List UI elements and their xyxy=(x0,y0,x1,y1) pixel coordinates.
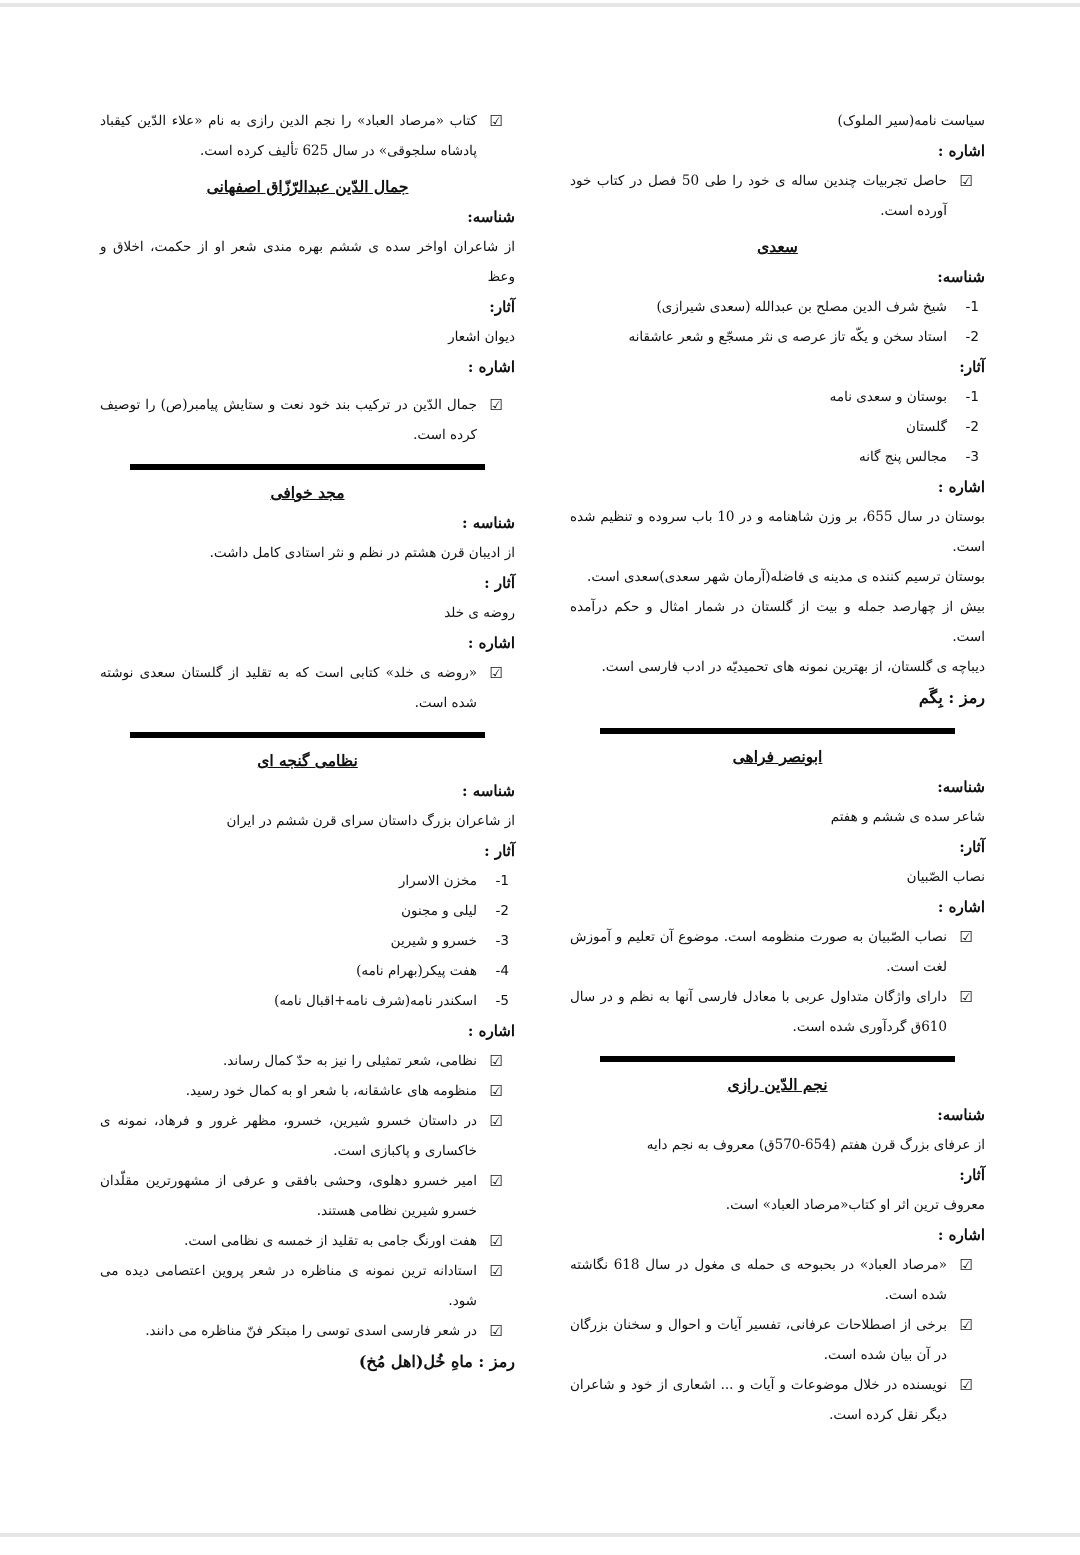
shenase-text: از عرفای بزرگ قرن هفتم (654-570ق) معروف به نجم دایه xyxy=(646,1137,985,1153)
checklist-item xyxy=(570,1310,985,1370)
checklist-text: در شعر فارسی اسدی توسی را مبتکر فنّ مناظره می دانند. xyxy=(145,1323,477,1339)
left-column xyxy=(100,106,515,1378)
note-line: بوستان ترسیم کننده ی مدینه ی فاضله(آرمان شهر سعدی)سعدی است. xyxy=(587,569,985,585)
checkbox-checked-icon: ☑ xyxy=(489,1082,503,1100)
shenase-label: شناسه: xyxy=(937,1106,985,1124)
item-number: 2- xyxy=(965,329,979,345)
checklist-text: استادانه ترین نمونه ی مناظره در شعر پروین اعتصامی دیده می شود. xyxy=(100,1263,477,1309)
numbered-item xyxy=(100,956,515,986)
numbered-text: بوستان و سعدی نامه xyxy=(829,389,947,405)
checklist xyxy=(100,106,515,166)
checklist-text: نویسنده در خلال موضوعات و آیات و ... اشعاری از خود و شاعران دیگر نقل کرده است. xyxy=(570,1377,947,1423)
checklist xyxy=(100,658,515,718)
checklist-text: برخی از اصطلاحات عرفانی، تفسیر آیات و احوال و سخنان بزرگان در آن بیان شده است. xyxy=(570,1317,947,1363)
checklist-text: نصاب الصّبیان به صورت منظومه است. موضوع آن تعلیم و آموزش لغت است. xyxy=(570,929,947,975)
checkbox-checked-icon: ☑ xyxy=(489,1112,503,1130)
shenase-text: از شاعران اواخر سده ی ششم بهره مندی شعر او از حکمت، اخلاق و وعظ xyxy=(100,239,515,285)
shenase-text: شاعر سده ی ششم و هفتم xyxy=(830,809,985,825)
numbered-text: شیخ شرف الدین مصلح بن عبدالله (سعدی شیرازی) xyxy=(656,299,947,315)
asar-text: معروف ترین اثر او کتاب«مرصاد العباد» است. xyxy=(725,1197,985,1213)
ramz-mnemonic: رمز : ماهِ خُل(اهل مُخ) xyxy=(358,1352,515,1371)
eshare-label: اشاره : xyxy=(937,142,985,160)
asar-text: روضه ی خلد xyxy=(444,605,515,621)
checklist-item xyxy=(100,1106,515,1166)
item-number: 1- xyxy=(495,873,509,889)
numbered-item xyxy=(570,322,985,352)
shenase-text: از ادیبان قرن هشتم در نظم و نثر استادی کامل داشت. xyxy=(209,545,515,561)
right-column xyxy=(570,106,985,1430)
bottom-page-border xyxy=(0,1533,1080,1537)
checklist xyxy=(100,1046,515,1346)
numbered-text: اسکندر نامه(شرف نامه+اقبال نامه) xyxy=(274,993,477,1009)
item-number: 5- xyxy=(495,993,509,1009)
checklist xyxy=(570,1250,985,1430)
shenase-label: شناسه : xyxy=(461,782,515,800)
checklist-text: دارای واژگان متداول عربی با معادل فارسی آنها به نظم و در سال 610ق گردآوری شده است. xyxy=(570,989,947,1035)
checklist-item xyxy=(100,1226,515,1256)
numbered-text: خسرو و شیرین xyxy=(390,933,477,949)
eshare-label: اشاره : xyxy=(467,634,515,652)
checkbox-checked-icon: ☑ xyxy=(489,1232,503,1250)
asar-label: آثار: xyxy=(959,358,985,376)
shenase-label: شناسه : xyxy=(461,514,515,532)
numbered-item xyxy=(570,412,985,442)
notes xyxy=(570,502,985,682)
checklist-item xyxy=(100,1256,515,1316)
checklist-item xyxy=(100,390,515,450)
checklist xyxy=(100,390,515,450)
checkbox-checked-icon: ☑ xyxy=(489,112,503,130)
checkbox-checked-icon: ☑ xyxy=(489,1322,503,1340)
item-number: 3- xyxy=(495,933,509,949)
checklist-text: جمال الدّین در ترکیب بند خود نعت و ستایش پیامبر(ص) را توصیف کرده است. xyxy=(100,397,477,443)
section-divider xyxy=(130,464,485,470)
numbered-item xyxy=(100,896,515,926)
numbered-item xyxy=(100,866,515,896)
checkbox-checked-icon: ☑ xyxy=(959,1376,973,1394)
note-line: دیباچه ی گلستان، از بهترین نمونه های تحمیدیّه در ادب فارسی است. xyxy=(601,659,985,675)
numbered-item xyxy=(570,382,985,412)
checklist-item xyxy=(100,106,515,166)
numbered-list xyxy=(570,292,985,352)
section-title-nezami: نظامی گنجه ای xyxy=(257,751,358,770)
numbered-text: هفت پیکر(بهرام نامه) xyxy=(356,963,477,979)
shenase-label: شناسه: xyxy=(467,208,515,226)
checkbox-checked-icon: ☑ xyxy=(489,1262,503,1280)
shenase-label: شناسه: xyxy=(937,778,985,796)
checklist-item xyxy=(100,658,515,718)
checkbox-checked-icon: ☑ xyxy=(489,664,503,682)
eshare-label: اشاره : xyxy=(937,478,985,496)
checkbox-checked-icon: ☑ xyxy=(959,1316,973,1334)
section-divider xyxy=(600,728,955,734)
checklist-item xyxy=(100,1166,515,1226)
checklist-text: «مرصاد العباد» در بحبوحه ی حمله ی مغول در سال 618 نگاشته شده است. xyxy=(570,1257,947,1303)
checkbox-checked-icon: ☑ xyxy=(489,1052,503,1070)
numbered-item xyxy=(570,292,985,322)
item-number: 2- xyxy=(965,419,979,435)
checklist-item xyxy=(570,982,985,1042)
asar-label: آثار: xyxy=(959,1166,985,1184)
shenase-label: شناسه: xyxy=(937,268,985,286)
asar-label: آثار : xyxy=(484,842,515,860)
checkbox-checked-icon: ☑ xyxy=(489,1172,503,1190)
eshare-label: اشاره : xyxy=(937,898,985,916)
numbered-list xyxy=(100,866,515,1016)
eshare-label: اشاره : xyxy=(467,358,515,376)
checklist-text: کتاب «مرصاد العباد» را نجم الدین رازی به نام «علاء الدّین کیقباد پادشاه سلجوقی» در سال 625 تألیف کرده است. xyxy=(100,113,477,159)
checklist-text: حاصل تجربیات چندین ساله ی خود را طی 50 فصل در کتاب خود آورده است. xyxy=(570,173,948,219)
checkbox-checked-icon: ☑ xyxy=(959,988,973,1006)
item-number: 2- xyxy=(495,903,509,919)
numbered-item xyxy=(570,442,985,472)
numbered-text: لیلی و مجنون xyxy=(401,903,477,919)
checklist-text: در داستان خسرو شیرین، خسرو، مظهر غرور و فرهاد، نمونه ی خاکساری و پاکبازی است. xyxy=(100,1113,477,1159)
ramz-mnemonic: رمز : بِگَم xyxy=(918,688,985,707)
section-title-najm: نجم الدّین رازی xyxy=(727,1075,828,1094)
numbered-text: مخزن الاسرار xyxy=(398,873,477,889)
section-divider xyxy=(130,732,485,738)
numbered-item xyxy=(100,926,515,956)
checklist-item xyxy=(570,1370,985,1430)
item-number: 1- xyxy=(965,389,979,405)
checklist-item xyxy=(570,166,985,226)
asar-label: آثار : xyxy=(484,574,515,592)
checklist-text: هفت اورنگ جامی به تقلید از خمسه ی نظامی است. xyxy=(184,1233,477,1249)
section-title-jamal: جمال الدّین عبدالرّزّاق اصفهانی xyxy=(206,177,409,196)
shenase-text: از شاعران بزرگ داستان سرای قرن ششم در ایران xyxy=(226,813,515,829)
checklist-item xyxy=(100,1046,515,1076)
checklist-item xyxy=(100,1316,515,1346)
eshare-label: اشاره : xyxy=(937,1226,985,1244)
note-line: بیش از چهارصد جمله و بیت از گلستان در شمار امثال و حکم درآمده است. xyxy=(570,599,985,645)
numbered-list xyxy=(570,382,985,472)
note-line: بوستان در سال 655، بر وزن شاهنامه و در 10 باب سروده و تنظیم شده است. xyxy=(570,509,985,555)
top-page-border xyxy=(0,3,1080,7)
checklist-text: «روضه ی خلد» کتابی است که به تقلید از گلستان سعدی نوشته شده است. xyxy=(100,665,477,711)
item-number: 1- xyxy=(965,299,979,315)
checkbox-checked-icon: ☑ xyxy=(959,1256,973,1274)
checklist-text: نظامی، شعر تمثیلی را نیز به حدّ کمال رساند. xyxy=(222,1053,477,1069)
section-title-majd: مجد خوافی xyxy=(270,483,345,502)
section-title-saadi: سعدی xyxy=(757,237,798,256)
checkbox-checked-icon: ☑ xyxy=(489,396,503,414)
checklist xyxy=(570,922,985,1042)
section-divider xyxy=(600,1056,955,1062)
checklist-item xyxy=(100,1076,515,1106)
intro-text: سیاست نامه(سیر الملوک) xyxy=(837,113,985,129)
asar-label: آثار: xyxy=(489,298,515,316)
asar-text: دیوان اشعار xyxy=(448,329,515,345)
numbered-text: مجالس پنج گانه xyxy=(858,449,947,465)
asar-label: آثار: xyxy=(959,838,985,856)
checklist-item xyxy=(570,922,985,982)
numbered-text: گلستان xyxy=(905,419,947,435)
asar-text: نصاب الصّبیان xyxy=(906,869,985,885)
checklist-text: منظومه های عاشقانه، با شعر او به کمال خود رسید. xyxy=(185,1083,477,1099)
checklist xyxy=(570,166,985,226)
checklist-item xyxy=(570,1250,985,1310)
checkbox-checked-icon: ☑ xyxy=(959,172,973,190)
eshare-label: اشاره : xyxy=(467,1022,515,1040)
item-number: 3- xyxy=(965,449,979,465)
numbered-text: استاد سخن و یکّه تاز عرصه ی نثر مسجّع و شعر عاشقانه xyxy=(628,329,947,345)
numbered-item xyxy=(100,986,515,1016)
checkbox-checked-icon: ☑ xyxy=(959,928,973,946)
item-number: 4- xyxy=(495,963,509,979)
section-title-abunasr: ابونصر فراهی xyxy=(732,747,823,766)
checklist-text: امیر خسرو دهلوی، وحشی بافقی و عرفی از مشهورترین مقلّدان خسرو شیرین نظامی هستند. xyxy=(100,1173,477,1219)
